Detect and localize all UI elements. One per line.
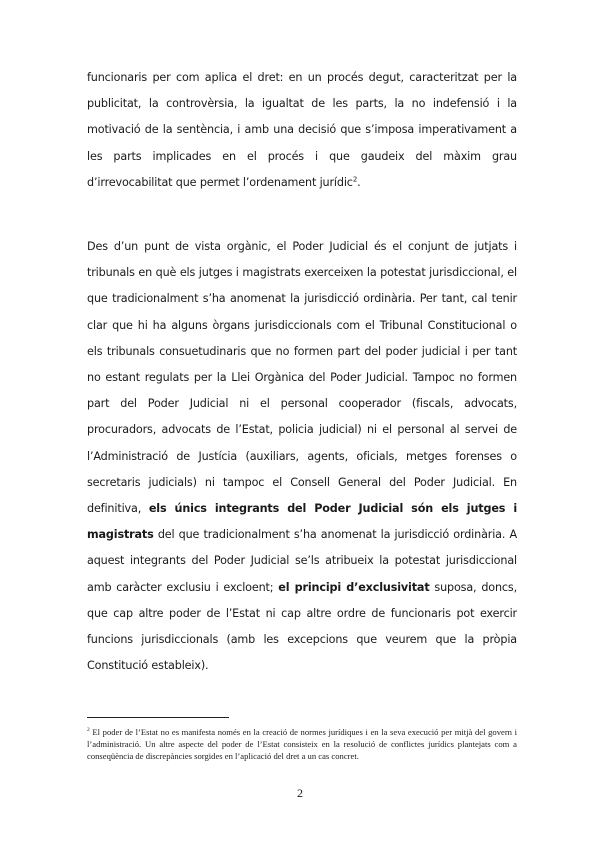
footnote-reference[interactable]: 2	[352, 175, 358, 184]
footnote	[87, 726, 517, 763]
paragraph-end: .	[357, 175, 361, 189]
page-number: 2	[297, 786, 303, 800]
paragraph-text: suposa, doncs, que cap altre poder de l’Estat ni cap altre ordre de funcionaris pot exercir funcions jurisdiccionals (amb les excepcions que veurem que la pròpia Constitució estableix).	[87, 580, 517, 673]
footnote-number: 2	[87, 727, 90, 734]
body-paragraph	[87, 65, 517, 196]
footnote-text: El poder de l’Estat no es manifesta només en la creació de normes jurídiques i en la seva execució per mitjà del govern i l’administració. Un altre aspecte del poder de l’Estat consisteix en la resolució de conflictes jurídics plantejats com a conseqüència de discrepàncies sorgides en l’aplicació del dret a un cas concret.	[87, 727, 518, 762]
paragraph-text: funcionaris per com aplica el dret: en un procés degut, caracteritzat per la publicitat, la controvèrsia, la igualtat de les parts, la no indefensió i la motivació de la sentència, i amb una decisió que s’imposa imperativament a les parts implicades en el procés i que gaudeix del màxim grau d’irrevocabilitat que permet l’ordenament jurídic	[87, 71, 517, 189]
footnote-separator	[87, 717, 229, 718]
paragraph-text: del que tradicionalment s’ha anomenat la jurisdicció ordinària. A aquest integrants del Poder Judicial se’ls atribueix la potestat jurisdiccional amb caràcter exclusiu i excloent;	[87, 528, 517, 594]
bold-emphasis: el principi d’exclusivitat	[278, 580, 430, 594]
bold-emphasis: els únics integrants del Poder Judicial són els jutges i magistrats	[87, 502, 518, 542]
paragraph-text: Des d’un punt de vista orgànic, el Poder Judicial és el conjunt de jutjats i tribunals en què els jutges i magistrats exerceixen la potestat jurisdiccional, el que tradicionalment s’ha anomenat la jurisdicció ordinària. Per tant, cal tenir clar que hi ha alguns òrgans jurisdiccionals com el Tribunal Constitucional o els tribunals consuetudinaris que no formen part del poder judicial i per tant no estant regulats per la Llei Orgànica del Poder Judicial. Tampoc no formen part del Poder Judicial ni el personal cooperador (fiscals, advocats, procuradors, advocats de l’Estat, policia judicial) ni el personal al servei de l’Administració de Justícia (auxiliars, agents, oficials, metges forenses o secretaris judicials) ni tampoc el Consell General del Poder Judicial. En definitiva,	[87, 240, 517, 516]
body-paragraph	[87, 234, 517, 679]
